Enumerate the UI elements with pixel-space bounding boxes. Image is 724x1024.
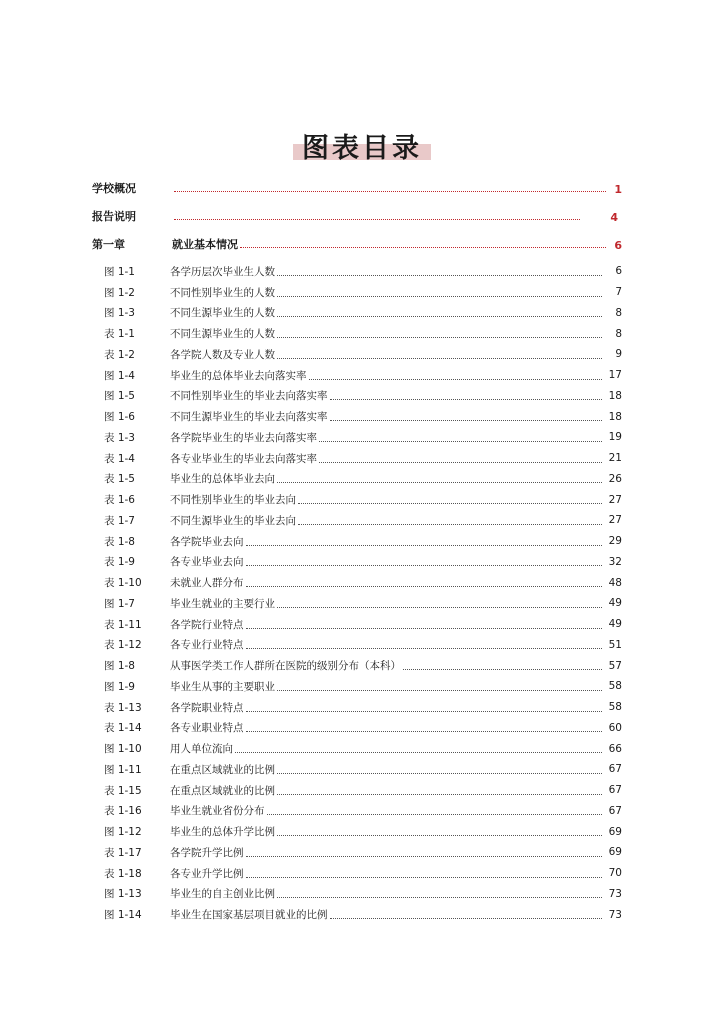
section-page: 6 — [614, 239, 622, 252]
dot-leader — [319, 441, 602, 442]
dot-leader — [246, 586, 603, 587]
entry-number: 图 1-14 — [104, 909, 142, 922]
entry-title: 在重点区域就业的比例 — [170, 763, 275, 776]
dot-leader — [403, 669, 602, 670]
toc-entry[interactable] — [104, 780, 622, 801]
dot-leader — [277, 358, 602, 359]
entry-page: 27 — [608, 514, 622, 527]
dot-leader — [309, 379, 603, 380]
entry-number: 图 1-7 — [104, 597, 135, 610]
entry-page: 29 — [608, 535, 622, 548]
entry-number: 表 1-7 — [104, 514, 135, 527]
entry-page: 48 — [608, 576, 622, 589]
entry-page: 57 — [608, 659, 622, 672]
toc-entry[interactable] — [104, 718, 622, 739]
entry-title: 各专业升学比例 — [170, 867, 244, 880]
toc-entry[interactable] — [104, 427, 622, 448]
entry-title: 毕业生在国家基层项目就业的比例 — [170, 909, 328, 922]
entry-page: 73 — [608, 887, 622, 900]
entry-page: 66 — [608, 742, 622, 755]
entry-title: 从事医学类工作人群所在医院的级别分布（本科） — [170, 660, 401, 673]
entry-page: 73 — [608, 908, 622, 921]
entry-title: 毕业生的总体毕业去向 — [170, 473, 275, 486]
entry-page: 9 — [615, 348, 622, 361]
entry-page: 58 — [608, 680, 622, 693]
entry-number: 表 1-3 — [104, 431, 135, 444]
toc-entry[interactable] — [104, 759, 622, 780]
dot-leader — [246, 648, 603, 649]
toc-entry[interactable] — [104, 593, 622, 614]
entry-number: 表 1-17 — [104, 846, 142, 859]
toc-entry[interactable] — [104, 365, 622, 386]
entry-number: 表 1-12 — [104, 639, 142, 652]
entry-number: 表 1-15 — [104, 784, 142, 797]
entry-number: 图 1-5 — [104, 390, 135, 403]
entry-number: 图 1-12 — [104, 826, 142, 839]
toc-entry[interactable] — [104, 842, 622, 863]
entry-title: 毕业生从事的主要职业 — [170, 680, 275, 693]
entry-title: 各学院升学比例 — [170, 846, 244, 859]
dot-leader — [277, 773, 602, 774]
entry-title: 各学院行业特点 — [170, 618, 244, 631]
toc-section-school-overview[interactable] — [92, 178, 622, 196]
section-page: 1 — [614, 183, 622, 196]
toc-entry[interactable] — [104, 282, 622, 303]
entry-page: 67 — [608, 763, 622, 776]
toc-entry[interactable] — [104, 697, 622, 718]
entry-number: 图 1-2 — [104, 286, 135, 299]
entry-title: 不同生源毕业生的毕业去向 — [170, 514, 296, 527]
entry-page: 58 — [608, 701, 622, 714]
toc-entry[interactable] — [104, 676, 622, 697]
entry-title: 不同性别毕业生的毕业去向落实率 — [170, 390, 328, 403]
toc-entry[interactable] — [104, 386, 622, 407]
dot-leader — [330, 420, 603, 421]
toc-entry[interactable] — [104, 904, 622, 925]
entry-page: 21 — [608, 452, 622, 465]
entry-number: 图 1-10 — [104, 743, 142, 756]
entry-number: 表 1-11 — [104, 618, 142, 631]
toc-entry[interactable] — [104, 821, 622, 842]
toc-section-report-notes[interactable] — [92, 206, 618, 224]
entry-title: 各专业毕业去向 — [170, 556, 244, 569]
entry-title: 不同性别毕业生的毕业去向 — [170, 494, 296, 507]
toc-entry[interactable] — [104, 303, 622, 324]
dot-leader — [235, 752, 602, 753]
dot-leader — [319, 462, 602, 463]
entry-number: 表 1-6 — [104, 494, 135, 507]
dot-leader — [277, 316, 602, 317]
entry-number: 图 1-6 — [104, 411, 135, 424]
toc-entry[interactable] — [104, 738, 622, 759]
section-page: 4 — [610, 211, 618, 224]
dot-leader — [277, 794, 602, 795]
dot-leader — [277, 275, 602, 276]
entry-page: 18 — [608, 410, 622, 423]
entry-number: 表 1-10 — [104, 577, 142, 590]
toc-entry[interactable] — [104, 448, 622, 469]
toc-entry[interactable] — [104, 344, 622, 365]
entry-number: 图 1-11 — [104, 763, 142, 776]
entry-number: 图 1-9 — [104, 680, 135, 693]
entry-number: 表 1-4 — [104, 452, 135, 465]
toc-entry[interactable] — [104, 655, 622, 676]
entry-number: 图 1-3 — [104, 307, 135, 320]
entry-number: 表 1-1 — [104, 328, 135, 341]
toc-entry[interactable] — [104, 635, 622, 656]
entry-page: 7 — [615, 286, 622, 299]
entry-title: 不同生源毕业生的人数 — [170, 307, 275, 320]
entry-title: 不同性别毕业生的人数 — [170, 286, 275, 299]
toc-entry[interactable] — [104, 884, 622, 905]
toc-entry[interactable] — [104, 406, 622, 427]
toc-entry[interactable] — [104, 572, 622, 593]
entry-title: 各学院职业特点 — [170, 701, 244, 714]
entry-number: 图 1-8 — [104, 660, 135, 673]
entry-page: 6 — [615, 265, 622, 278]
toc-entry[interactable] — [104, 552, 622, 573]
entry-number: 表 1-2 — [104, 348, 135, 361]
entry-title: 各学历层次毕业生人数 — [170, 265, 275, 278]
toc-entry[interactable] — [104, 510, 622, 531]
entry-page: 17 — [608, 369, 622, 382]
entry-page: 67 — [608, 804, 622, 817]
entry-title: 毕业生就业省份分布 — [170, 805, 265, 818]
entry-page: 8 — [615, 306, 622, 319]
entry-number: 图 1-13 — [104, 888, 142, 901]
entry-title: 用人单位流向 — [170, 743, 233, 756]
entry-number: 图 1-1 — [104, 265, 135, 278]
dot-leader — [240, 247, 606, 248]
entry-number: 表 1-8 — [104, 535, 135, 548]
entry-number: 表 1-14 — [104, 722, 142, 735]
dot-leader — [277, 296, 602, 297]
entry-title: 毕业生的总体升学比例 — [170, 826, 275, 839]
entry-title: 各专业职业特点 — [170, 722, 244, 735]
entry-title: 不同生源毕业生的人数 — [170, 328, 275, 341]
entry-page: 32 — [608, 555, 622, 568]
toc-entry[interactable] — [104, 863, 622, 884]
entry-page: 69 — [608, 825, 622, 838]
dot-leader — [246, 565, 603, 566]
toc-entry[interactable] — [104, 261, 622, 282]
entry-number: 表 1-9 — [104, 556, 135, 569]
entry-number: 表 1-13 — [104, 701, 142, 714]
dot-leader — [246, 628, 603, 629]
entry-title: 不同生源毕业生的毕业去向落实率 — [170, 411, 328, 424]
entry-page: 67 — [608, 784, 622, 797]
title-block — [0, 126, 724, 165]
toc-entry[interactable] — [104, 801, 622, 822]
entry-title: 各专业毕业生的毕业去向落实率 — [170, 452, 317, 465]
dot-leader — [330, 918, 603, 919]
entry-page: 49 — [608, 597, 622, 610]
dot-leader — [277, 607, 602, 608]
entry-number: 图 1-4 — [104, 369, 135, 382]
dot-leader — [298, 524, 602, 525]
dot-leader — [277, 337, 602, 338]
entry-title: 毕业生的总体毕业去向落实率 — [170, 369, 307, 382]
dot-leader — [330, 399, 603, 400]
toc-entry-list — [104, 261, 622, 925]
toc-entry[interactable] — [104, 531, 622, 552]
entry-page: 60 — [608, 721, 622, 734]
entry-title: 在重点区域就业的比例 — [170, 784, 275, 797]
entry-page: 26 — [608, 472, 622, 485]
toc-entry[interactable] — [104, 323, 622, 344]
entry-page: 19 — [608, 431, 622, 444]
entry-title: 各专业行业特点 — [170, 639, 244, 652]
section-label: 第一章 — [92, 238, 125, 251]
entry-page: 70 — [608, 867, 622, 880]
entry-page: 51 — [608, 638, 622, 651]
toc-entry[interactable] — [104, 469, 622, 490]
entry-page: 27 — [608, 493, 622, 506]
dot-leader — [246, 856, 603, 857]
dot-leader — [174, 191, 606, 192]
dot-leader — [246, 877, 603, 878]
section-name: 就业基本情况 — [172, 238, 238, 251]
dot-leader — [277, 690, 602, 691]
dot-leader — [246, 731, 603, 732]
toc-entry[interactable] — [104, 614, 622, 635]
page-title-text: 图表目录 — [302, 133, 422, 164]
entry-title: 未就业人群分布 — [170, 577, 244, 590]
entry-number: 表 1-5 — [104, 473, 135, 486]
entry-number: 表 1-16 — [104, 805, 142, 818]
dot-leader — [277, 835, 602, 836]
dot-leader — [174, 219, 580, 220]
entry-title: 毕业生就业的主要行业 — [170, 597, 275, 610]
entry-page: 18 — [608, 389, 622, 402]
entry-number: 表 1-18 — [104, 867, 142, 880]
entry-page: 49 — [608, 618, 622, 631]
entry-title: 各学院毕业生的毕业去向落实率 — [170, 431, 317, 444]
section-label: 报告说明 — [92, 210, 136, 223]
section-label: 学校概况 — [92, 182, 136, 195]
entry-page: 69 — [608, 846, 622, 859]
entry-title: 各学院人数及专业人数 — [170, 348, 275, 361]
toc-section-chapter-1[interactable] — [92, 234, 622, 252]
entry-page: 8 — [615, 327, 622, 340]
dot-leader — [277, 897, 602, 898]
page-title — [296, 126, 428, 165]
entry-title: 毕业生的自主创业比例 — [170, 888, 275, 901]
dot-leader — [267, 814, 603, 815]
dot-leader — [246, 711, 603, 712]
dot-leader — [277, 482, 602, 483]
entry-title: 各学院毕业去向 — [170, 535, 244, 548]
dot-leader — [246, 545, 603, 546]
dot-leader — [298, 503, 602, 504]
toc-entry[interactable] — [104, 489, 622, 510]
